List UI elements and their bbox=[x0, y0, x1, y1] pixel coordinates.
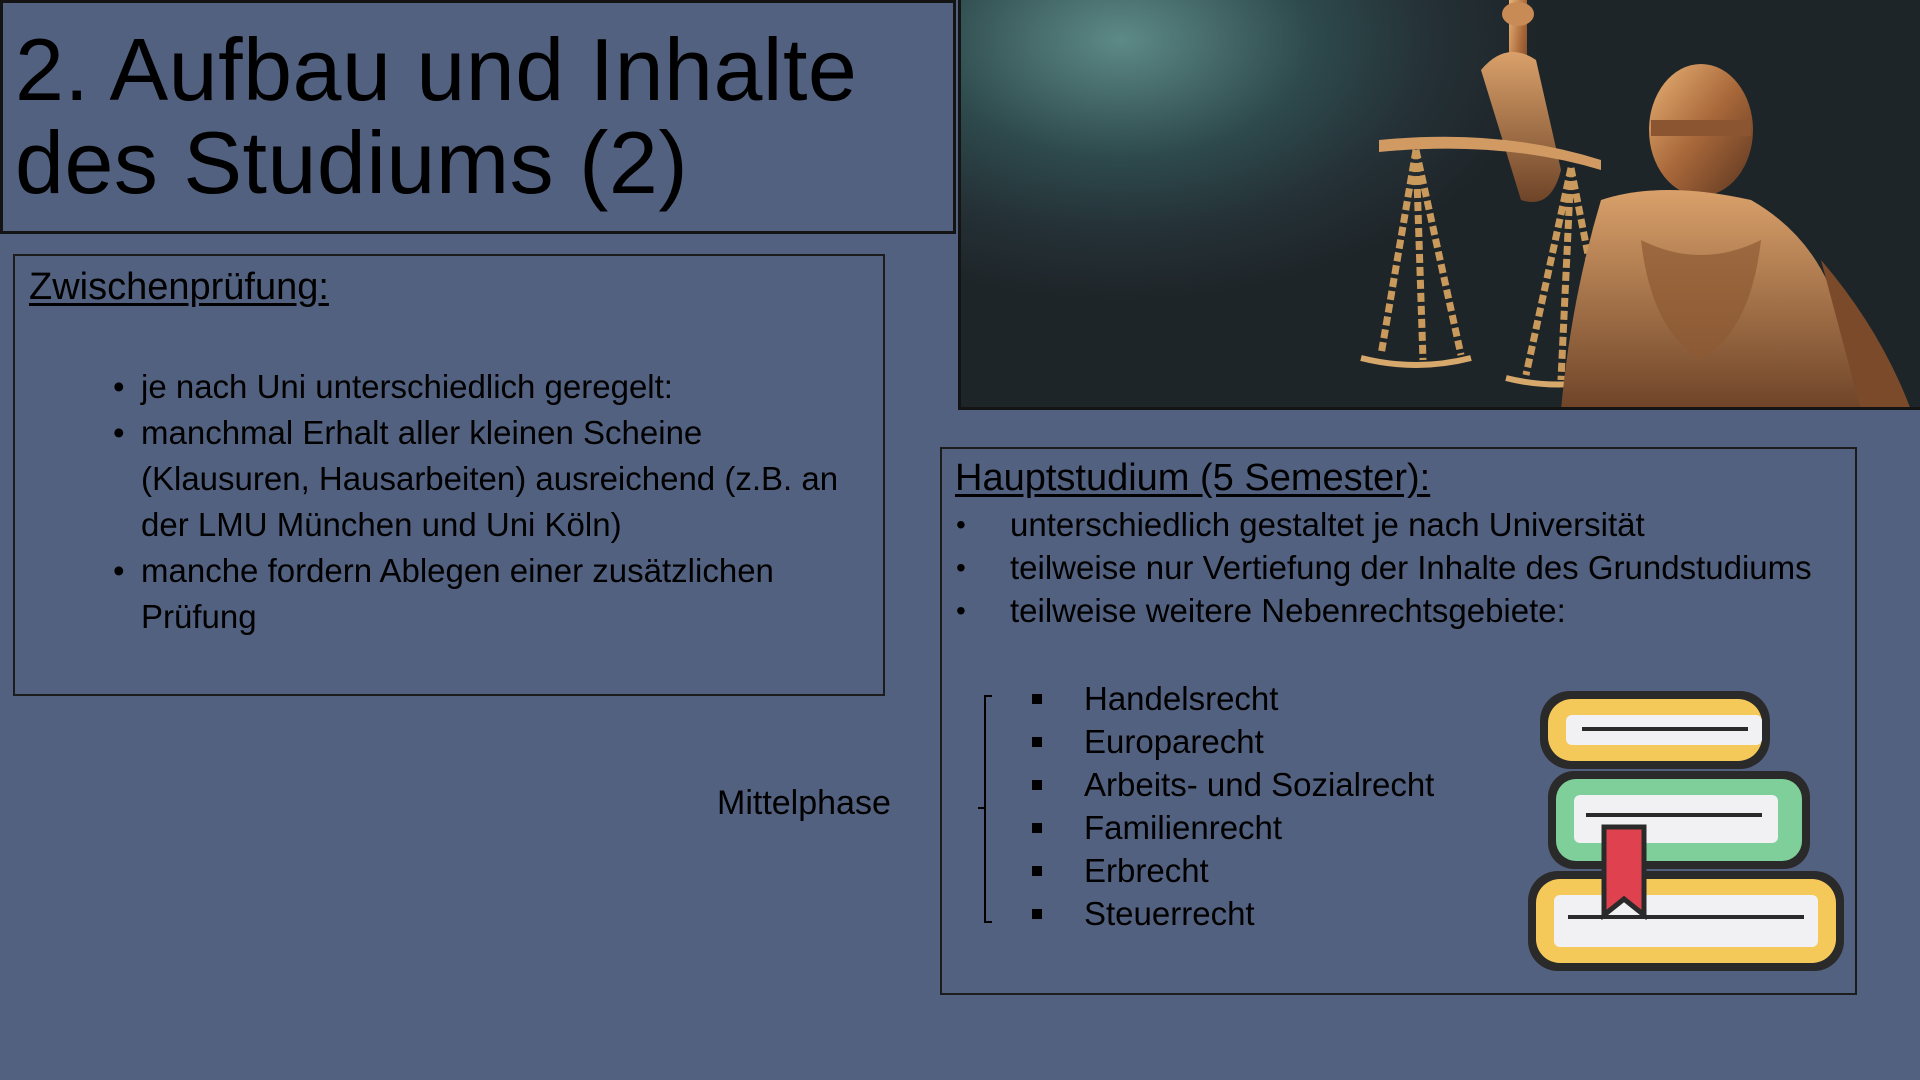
list-item: • manchmal Erhalt aller kleinen Scheine (Klausuren, Hausarbeiten) ausreichend (z.B. an der LMU München und Uni Köln) bbox=[101, 410, 861, 548]
bracket-decoration bbox=[984, 695, 992, 923]
list-item: • teilweise weitere Nebenrechtsgebiete: bbox=[942, 589, 1842, 632]
list-item: • unterschiedlich gestaltet je nach Universität bbox=[942, 503, 1842, 546]
zwischenpruefung-box bbox=[13, 254, 885, 696]
title-box bbox=[0, 0, 956, 234]
hauptstudium-box bbox=[940, 447, 1857, 995]
sub-list-item: Familienrecht bbox=[1030, 806, 1434, 849]
hauptstudium-list bbox=[942, 503, 1842, 632]
list-item: • teilweise nur Vertiefung der Inhalte des Grundstudiums bbox=[942, 546, 1842, 589]
mittelphase-label: Mittelphase bbox=[717, 784, 891, 822]
sub-list-item: Handelsrecht bbox=[1030, 677, 1434, 720]
slide-title bbox=[15, 20, 858, 212]
list-item: • je nach Uni unterschiedlich geregelt: bbox=[101, 364, 861, 410]
sub-list-item: Europarecht bbox=[1030, 720, 1434, 763]
list-item: • manche fordern Ablegen einer zusätzlichen Prüfung bbox=[101, 548, 861, 640]
justitia-photo bbox=[958, 0, 1920, 410]
hauptstudium-heading: Hauptstudium (5 Semester): bbox=[955, 457, 1431, 499]
sub-list-item: Erbrecht bbox=[1030, 849, 1434, 892]
title-line-1: 2. Aufbau und Inhalte bbox=[15, 20, 858, 119]
nebenrechtsgebiete-list bbox=[1030, 677, 1434, 935]
sub-list-item: Arbeits- und Sozialrecht bbox=[1030, 763, 1434, 806]
title-line-2: des Studiums (2) bbox=[15, 113, 689, 212]
zwischenpruefung-heading: Zwischenprüfung: bbox=[29, 266, 329, 308]
sub-list-item: Steuerrecht bbox=[1030, 892, 1434, 935]
zwischenpruefung-list bbox=[101, 364, 861, 640]
justitia-statue-image bbox=[961, 0, 1920, 410]
books-stack-icon bbox=[1522, 679, 1852, 979]
